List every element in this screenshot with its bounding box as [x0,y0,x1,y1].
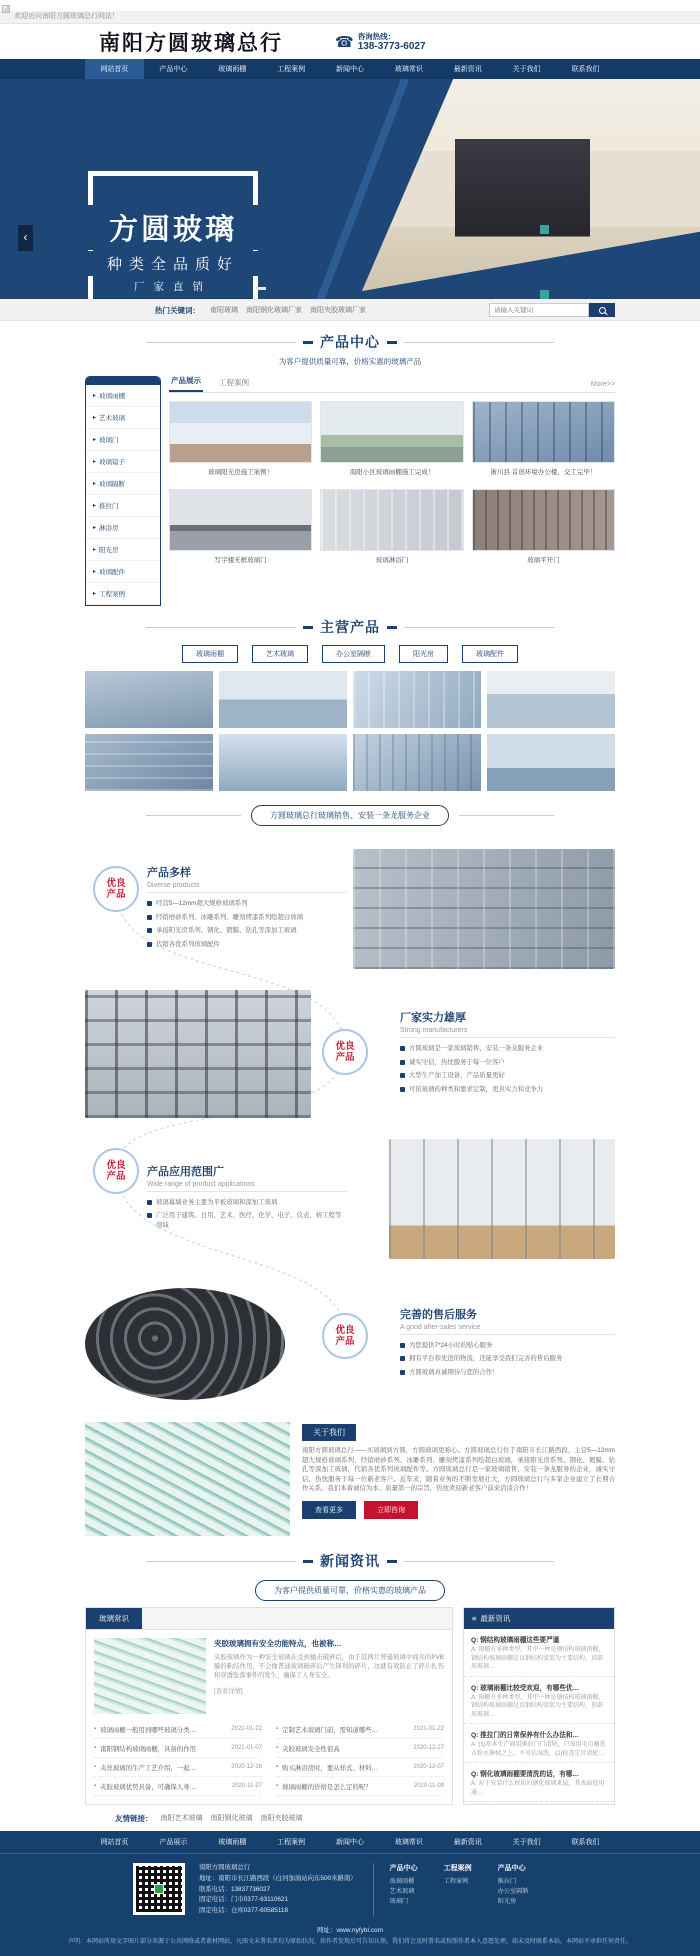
hero-tagline: 厂家直销 [94,278,252,295]
news-section [0,1540,700,1805]
sidebar-item-shower-room[interactable] [86,517,160,539]
caret-icon: ▸ [93,459,97,465]
features-section [85,836,615,1416]
nav-item-products[interactable]: 产品中心 [159,66,188,73]
sidebar-item-label: 阳光房 [99,547,119,554]
footer-link[interactable]: 玻璃雨棚 [389,1878,415,1885]
badge-text: 产品 [335,1052,355,1063]
sidebar-item-label: 推拉门 [99,503,119,510]
feature-bullet: 代销各优系列玻璃配件 [147,940,347,950]
feature-photo-sunroom-frame [85,990,311,1118]
news-list-item[interactable]: ▪ 玻璃雨棚的价格是怎么定的呢？ 2020-11-09 [276,1777,444,1796]
footer-nav-cases[interactable]: 工程案例 [277,1839,306,1846]
product-photo [472,489,615,551]
product-caption: 南阳小区玻璃雨棚施工完成！ [349,469,435,476]
footer-nav-about[interactable]: 关于我们 [512,1839,541,1846]
menu-icon: ≡ [472,1614,477,1623]
bullet-icon [147,901,152,906]
caret-icon: ▸ [93,503,97,509]
bullet-icon [147,1213,152,1218]
latest-news-panel [463,1607,615,1805]
section-title-news: 新闻资讯 [320,1553,380,1569]
divider-tick [303,1560,313,1563]
hotline-block [335,32,426,52]
qr-code [133,1863,185,1915]
sidebar-item-label: 淋浴房 [99,525,119,532]
divider-line [459,815,554,816]
divider-line [147,892,347,893]
footer-link[interactable]: 办公室隔断 [497,1887,529,1895]
feature-subtitle: Diverse products [147,882,200,889]
carousel-prev-button[interactable]: ‹ [18,225,33,251]
featured-article[interactable] [86,1630,452,1718]
bullet-icon [147,915,152,920]
bullet-icon: ▪ [276,1764,279,1770]
footer-link[interactable]: 工程案例 [443,1878,469,1885]
news-list-item[interactable]: ▪ 夹丝玻璃的生产工艺介绍，一起… 2020-12-16 [94,1758,262,1777]
divider-line [147,1191,347,1192]
featured-article-title[interactable]: 夹胶玻璃拥有安全功能特点，也被称… [214,1639,342,1648]
sidebar-item-glass-door[interactable] [86,429,160,451]
section-title-products: 产品中心 [320,334,380,350]
bullet-icon [147,942,152,947]
footer-column-title: 产品中心 [497,1865,526,1872]
bullet-icon [400,1073,405,1078]
friendly-links-row [0,1805,700,1831]
sidebar-item-label: 玻璃隔断 [99,481,126,488]
answer-text: A: 雨棚有多种类型，其中一种是钢结构玻璃雨棚，钢结构玻璃雨棚是以钢结构梁架为主要结构、顶部用玻璃… [471,1647,605,1670]
feature-bullet: 大型生产加工设备，产品质量更好 [400,1071,615,1081]
news-knowledge-panel [85,1607,453,1805]
footer-address: 地址：南阳市长江路西段（白河加油站向东500米路南） [199,1874,357,1882]
footer-column-title: 产品中心 [389,1865,418,1872]
sidebar-item-label: 玻璃雨棚 [99,393,126,400]
site-header [0,24,700,59]
feature-photo-building [353,849,615,969]
gallery-photo[interactable] [353,734,481,791]
bullet-icon [147,928,152,933]
hotline-number: 138-3773-6027 [357,40,426,52]
news-list-item[interactable]: ▪ 定制艺术玻璃门前，需知道哪些… 2021-01-22 [276,1720,444,1739]
feature-photo-partition [389,1139,615,1259]
welcome-bar [0,11,700,24]
sidebar-item-sunroom[interactable] [86,539,160,561]
main-product-tab-canopy[interactable]: 玻璃雨棚 [182,645,238,663]
footer-nav-products[interactable]: 产品展示 [159,1839,188,1846]
caret-icon: ▸ [93,393,97,399]
caret-icon: ▸ [93,415,97,421]
qa-item[interactable] [464,1763,614,1802]
qa-item[interactable] [464,1724,614,1763]
hotline-label: 咨询热线： [357,31,396,41]
keyword-link[interactable]: 南阳钢化玻璃厂家 [246,307,302,314]
latest-news-title: 最新资讯 [480,1614,511,1623]
feature-bullet: 可依玻璃的种类和要求定制，更具实力和竞争力 [400,1085,615,1095]
product-center-section [0,321,700,606]
about-paragraph: 南阳方圆玻璃总行——买玻璃到方圆，方圆玻璃更称心。方圆玻璃总行位于南阳市长江路西段，主营5—12mm超大规格玻璃系列，经销磨砂系列、冰雕系列、雕刻烤漆系列绘超白玻璃，承接阳光房系列、钢化、镀膜、钻孔等深加工玻璃，代销各优系列玻璃配件等。方圆玻璃总行是一家玻璃销售、安装一条龙服务的企业，诚实守信，热忱服务于每一位新老客户。近年来，随着业务的不断发展壮大，方圆玻璃总行与多家企业建立了长期合作关系。我们本着诚信为本、质量第一的宗旨，热忱欢迎新老客户前来洽谈合作！ [302,1447,615,1493]
hero-dash-decoration [256,287,266,290]
caret-icon: ▸ [93,525,97,531]
quality-badge [322,1313,368,1359]
badge-text: 优良 [106,878,126,889]
feature-row-service [85,1271,615,1416]
question-text[interactable]: Q: 玻璃雨棚比较受欢迎，有哪些优… [471,1684,580,1692]
feature-row-diverse [85,836,615,981]
divider-line [146,1561,296,1562]
question-text[interactable]: Q: 钢结构玻璃雨棚这些要严谨 [471,1637,560,1644]
footer-nav-news[interactable]: 新闻中心 [336,1839,364,1846]
feature-bullet: 承接阳光房系列、钢化、镀膜、钻孔等深加工玻璃 [147,926,347,936]
tab-product-show[interactable]: 产品展示 [169,375,203,392]
feature-bullet: 广泛用于建筑、日用、艺术、医疗、化学、电子、仪表、核工程等领域 [147,1211,347,1230]
divider-tick [303,626,313,629]
gallery-photo[interactable] [85,671,213,728]
feature-bullet: 玻璃幕墙业务主要为平板玻璃和深加工玻璃 [147,1198,347,1208]
divider-tick [387,1560,397,1563]
product-caption: 玻璃淋浴门 [375,557,409,564]
main-nav [0,59,700,79]
main-product-tab-partition[interactable]: 办公室隔断 [322,645,385,663]
accent-square [540,225,549,234]
divider-tick [303,341,313,344]
news-list-item[interactable]: ▪ 南阳钢结构玻璃雨棚，具备的作用 2021-01-07 [94,1739,262,1758]
footer-column-cases [444,1863,472,1906]
product-caption: 淅川县 首创环境办公楼，交工完毕！ [490,469,597,476]
footer-link[interactable]: 推拉门 [497,1878,517,1885]
badge-text: 产品 [335,1336,355,1347]
gallery-photo[interactable] [353,671,481,728]
footer-nav-latest[interactable]: 最新资讯 [453,1839,482,1846]
nav-item-latest[interactable]: 最新资讯 [453,66,482,73]
footer-disclaimer: 声明：本网站所用文字图片部分来源于公共网络或者素材网站，凡图文未署名者均为原始状况，如作者发现后可告知认领，我们将会及时署名或按照作者本人意愿处理，如未及时联系本站，本网站不承担任何责任。 [67,1938,632,1945]
feature-subtitle: A good after-sales service [400,1323,481,1331]
caret-icon: ▸ [93,547,97,553]
feature-subtitle: Strong manufacturers [400,1027,468,1034]
slogan-pill: 方圆玻璃总行玻璃销售、安装一条龙服务企业 [251,805,449,826]
hero-banner [0,79,700,299]
bullet-icon [400,1087,405,1092]
footer-tel-warehouse: 固定电话：仓库0377-60585118 [199,1907,289,1915]
sidebar-item-mirror[interactable] [86,451,160,473]
sidebar-item-accessories[interactable] [86,561,160,583]
hero-subtitle: 种类全品质好 [78,251,268,276]
divider-line [146,627,296,628]
divider-line [404,627,554,628]
qa-item[interactable] [464,1677,614,1725]
feature-bullet: 为您提供7*24小时的贴心服务 [400,1341,615,1351]
main-product-tab-accessories[interactable]: 玻璃配件 [462,645,518,663]
nav-item-contact[interactable]: 联系我们 [571,66,600,73]
product-card[interactable] [472,401,615,481]
footer-nav-contact[interactable]: 联系我们 [571,1839,600,1846]
product-caption: 玻璃阳光房施工案例！ [208,469,274,476]
product-photo [320,489,463,551]
divider-line [400,1037,615,1038]
footer-company: 南阳方圆玻璃总行 [199,1864,251,1871]
gallery-photo[interactable] [487,671,615,728]
answer-text: A: 雨棚有多种类型，其中一种是钢结构玻璃雨棚，钢结构玻璃雨棚是以钢结构梁架为主要结构、顶部用玻璃… [471,1694,605,1718]
hero-title: 方圆玻璃 [68,205,278,250]
gallery-photo[interactable] [219,671,347,728]
footer-link[interactable]: 玻璃门 [389,1897,409,1905]
feature-title: 产品多样 [147,867,191,879]
sidebar-item-label: 玻璃门 [99,437,119,444]
badge-text: 产品 [106,1171,126,1182]
friendly-link[interactable]: 南阳艺术玻璃 [160,1815,203,1822]
keyword-link[interactable]: 南阳夹胶玻璃厂家 [310,307,366,314]
caret-icon: ▸ [93,437,97,443]
footer-nav-canopy[interactable]: 玻璃雨棚 [218,1839,247,1846]
bullet-icon [400,1370,405,1375]
feature-row-strength [85,981,615,1126]
nav-item-news[interactable]: 新闻中心 [336,66,364,73]
about-section [0,1422,700,1536]
footer-column-title: 工程案例 [443,1865,472,1872]
category-sidebar [85,376,161,606]
about-photo-glass-stack [85,1422,290,1536]
bullet-icon: ▪ [276,1726,279,1732]
question-text[interactable]: Q: 推拉门的日常保养有什么办法和… [471,1732,580,1739]
divider-tick [387,626,397,629]
friendly-link[interactable]: 南阳钢化玻璃 [210,1815,253,1822]
product-tabs [169,376,615,393]
footer-phone: 联系电话：13837736027 [199,1885,271,1893]
bullet-icon [400,1343,405,1348]
sidebar-item-partition[interactable] [86,473,160,495]
main-product-tab-art[interactable]: 艺术玻璃 [252,645,308,663]
feature-bullet: 方圆玻璃是一家玻璃销售、安装一条龙服务企业 [400,1044,615,1054]
caret-icon: ▸ [93,481,97,487]
bullet-icon [400,1060,405,1065]
feature-bullet: 拥有平台和先进的物流，还能享受我们完善的售后服务 [400,1354,615,1364]
sidebar-item-cases[interactable] [86,583,160,605]
badge-text: 优良 [335,1041,355,1052]
bullet-icon: ▪ [94,1764,97,1770]
footer-divider [373,1863,374,1917]
friendly-link[interactable]: 南阳夹胶玻璃 [260,1815,303,1822]
footer-link[interactable]: 阳光房 [497,1897,517,1905]
feature-title: 厂家实力雄厚 [400,1012,466,1024]
quality-badge [93,1148,139,1194]
friendly-links-label: 友情链接： [115,1813,153,1823]
caret-icon: ▸ [93,569,97,575]
footer-column-products-1 [390,1863,418,1906]
nav-item-home[interactable]: 网站首页 [85,59,144,79]
feature-bullet: 方圆玻璃真诚期待与您的合作！ [400,1368,615,1378]
sidebar-item-canopy[interactable] [86,385,160,407]
featured-article-photo [94,1638,206,1714]
bullet-icon: ▪ [94,1726,97,1732]
bullet-icon [400,1046,405,1051]
sidebar-item-label: 工程案例 [99,591,126,598]
divider-line [146,342,296,343]
feature-photo-art-glass [85,1288,285,1400]
view-more-button[interactable]: 查看更多 [302,1501,356,1519]
product-photo [472,401,615,463]
quality-badge [322,1029,368,1075]
sidebar-top-bar [86,377,160,385]
feature-title: 完善的售后服务 [400,1308,477,1321]
feature-title: 产品应用范围广 [147,1165,224,1178]
browser-top-strip [0,0,700,11]
qr-center-logo [154,1884,164,1894]
accent-square [540,290,549,299]
divider-line [404,1561,554,1562]
section-title-main-products: 主营产品 [320,619,380,635]
footer-site-url: 网址：www.nyfybl.com [316,1926,384,1934]
bullet-icon [400,1356,405,1361]
bullet-icon: ▪ [94,1745,97,1751]
tab-project-cases[interactable]: 工程案例 [219,378,249,387]
footer-nav [0,1831,700,1854]
divider-line [404,342,554,343]
nav-item-cases[interactable]: 工程案例 [277,66,306,73]
divider-line [146,815,241,816]
tab-glass-knowledge[interactable]: 玻璃常识 [86,1608,142,1629]
product-photo [169,489,312,551]
broken-image-icon [2,5,10,13]
product-caption: 写字楼无框玻璃门 [214,557,267,564]
footer-bottom [0,1922,700,1956]
sidebar-item-art-glass[interactable] [86,407,160,429]
product-card[interactable] [320,489,463,569]
sidebar-item-label: 艺术玻璃 [99,415,126,422]
footer-nav-home[interactable]: 网站首页 [100,1839,129,1846]
news-subtitle-pill: 为客户提供质量可靠，价格实惠的玻璃产品 [255,1580,445,1601]
qa-item[interactable] [464,1629,614,1677]
about-label: 关于我们 [302,1424,356,1441]
nav-item-about[interactable]: 关于我们 [512,66,541,73]
product-card[interactable] [472,489,615,569]
product-card[interactable] [169,489,312,569]
feature-row-applications [85,1126,615,1271]
view-detail-link[interactable]: [查看详情] [214,1688,243,1695]
welcome-text: 欢迎访问南阳方圆玻璃总行网站！ [14,13,119,20]
nav-item-knowledge[interactable]: 玻璃常识 [394,66,423,73]
hot-keywords-bar [0,299,700,321]
footer-nav-knowledge[interactable]: 玻璃常识 [394,1839,423,1846]
keyword-link[interactable]: 南阳玻璃 [210,307,238,314]
featured-article-excerpt: 夹胶玻璃作为一种安全玻璃在受到撞击破碎后，由于其两片普通玻璃中间夹的PVB膜的粘结作用，不会像普通玻璃破碎后产生锋利的碎片，这就有效防止了碎片扎伤和穿透坠落事件的发生，确保了人身安全。 [214,1654,444,1679]
bullet-icon: ▪ [276,1745,279,1751]
badge-text: 优良 [335,1325,355,1336]
keywords-label: 热门关键词： [155,305,200,315]
footer-tel-shop: 固定电话：门市0377-63110621 [199,1896,289,1904]
badge-text: 优良 [106,1160,126,1171]
more-link[interactable]: More>> [590,381,615,388]
site-logo: 南阳方圆玻璃总行 [99,29,283,55]
news-list-item[interactable]: ▪ 夹胶玻璃安全性很高 2020-12-27 [276,1739,444,1758]
answer-text: A: (1)基本生产商用推拉门门滑轨，只需用毛巾蘸洗衣粉水擦拭之上，不可沾湿洗。(2)检查定位滑轮… [471,1742,606,1757]
feature-bullet: 经销磨砂系列、冰雕系列、雕刻烤漆系列绘超白玻璃 [147,913,347,923]
nav-item-canopy[interactable]: 玻璃雨棚 [218,66,247,73]
consult-now-button[interactable]: 立即咨询 [364,1501,418,1519]
sidebar-item-label: 玻璃镜子 [99,459,126,466]
answer-text: A: 对于安装什么材质的钢化玻璃来说，其表面使用通… [471,1781,605,1796]
feature-bullet: 诚实守信，热忱服务于每一位客户 [400,1058,615,1068]
feature-bullet: 经营5—12mm超大规格玻璃系列 [147,899,347,909]
question-text[interactable]: Q: 钢化玻璃雨棚要清洗的话，有哪… [471,1771,580,1778]
search-button[interactable] [589,303,615,317]
footer-link[interactable]: 艺术玻璃 [389,1887,415,1895]
bullet-icon: ▪ [276,1783,279,1789]
feature-subtitle: Wide range of product applications [147,1180,255,1188]
sidebar-item-label: 玻璃配件 [99,569,126,576]
gallery-photo[interactable] [487,734,615,791]
gallery-photo[interactable] [85,734,213,791]
quality-badge [93,866,139,912]
product-photo [320,401,463,463]
product-caption: 玻璃平开门 [527,557,560,564]
search-input[interactable] [489,303,589,317]
section-subtitle: 为客户提供质量可靠，价格实惠的玻璃产品 [278,357,422,366]
news-list-item[interactable]: ▪ 玻璃雨棚一般用到哪些玻璃分类… 2021-01-22 [94,1720,262,1739]
main-product-tab-sunroom[interactable]: 阳光房 [399,645,448,663]
product-card[interactable] [169,401,312,481]
footer-main [0,1854,700,1922]
phone-icon: ☎ [335,33,354,51]
badge-text: 产品 [106,889,126,900]
product-photo [169,401,312,463]
product-card[interactable] [320,401,463,481]
main-products-section [0,606,700,791]
search-icon [599,307,606,314]
gallery-photo[interactable] [219,734,347,791]
bullet-icon: ▪ [94,1783,97,1789]
slogan-banner [0,805,700,826]
news-list-item[interactable]: ▪ 夹胶玻璃优势具备，可确保人身… 2020-11-27 [94,1777,262,1796]
footer-column-products-2 [498,1863,529,1906]
bullet-icon [147,1200,152,1205]
caret-icon: ▸ [93,591,97,597]
sidebar-item-sliding-door[interactable] [86,495,160,517]
divider-line [400,1334,615,1335]
news-list-item[interactable]: ▪ 购买淋浴房时，要从样式、材料… 2020-12-07 [276,1758,444,1777]
divider-tick [387,341,397,344]
hero-photo [362,79,700,291]
